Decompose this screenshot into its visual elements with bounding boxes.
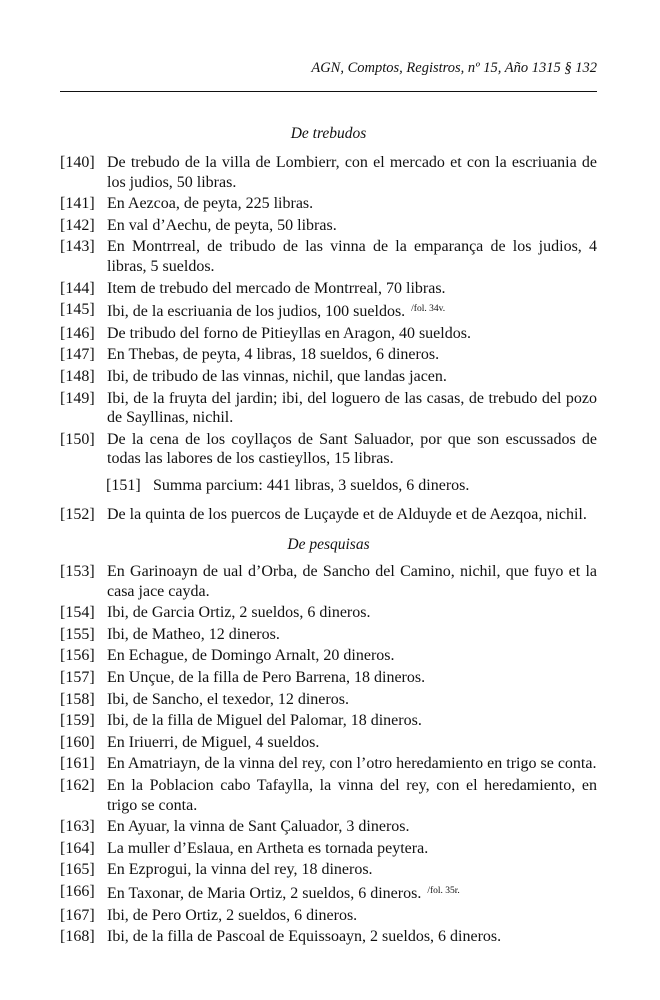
entry-text: En Iriuerri, de Miguel, 4 sueldos. <box>107 733 320 751</box>
entry-number: [155] <box>60 625 95 643</box>
folio-marker: /fol. 34v. <box>411 304 446 315</box>
entry <box>60 389 597 428</box>
entry <box>60 646 597 666</box>
entry-number: [160] <box>60 733 95 751</box>
entry-number: [167] <box>60 906 95 924</box>
entry <box>60 839 597 859</box>
section-title: De pesquisas <box>287 536 370 553</box>
entry <box>60 860 597 880</box>
entry-text: De la cena de los coyllaços de Sant Saluador, por que son escussados de todas las labores de los castieyllos, 15 libras. <box>107 430 597 468</box>
running-head: AGN, Comptos, Registros, nº 15, Año 1315 § 132 <box>311 60 597 76</box>
entry-list <box>60 153 597 526</box>
entry <box>60 817 597 837</box>
entry-text: Ibi, de Matheo, 12 dineros. <box>107 625 280 643</box>
entry-number: [158] <box>60 690 95 708</box>
entry <box>60 300 597 322</box>
entry-number: [140] <box>60 154 95 171</box>
entry-number: [164] <box>60 839 95 857</box>
entry-text: En Echague, de Domingo Arnalt, 20 dineros. <box>107 647 395 665</box>
entry-number: [165] <box>60 861 95 879</box>
entry-text: De la quinta de los puercos de Luçayde et de Alduyde et de Aezqoa, nichil. <box>107 505 587 523</box>
entry <box>60 194 597 214</box>
entry-text: En Thebas, de peyta, 4 libras, 18 sueldos, 6 dineros. <box>107 346 440 364</box>
entry-text: Summa parcium: 441 libras, 3 sueldos, 6 dineros. <box>153 476 470 494</box>
entry-number: [159] <box>60 712 95 730</box>
folio-marker: /fol. 35r. <box>427 885 460 896</box>
entry <box>60 430 597 469</box>
entry-text: Ibi, de la filla de Pascoal de Equissoayn, 2 sueldos, 6 dineros. <box>107 928 502 946</box>
entry <box>60 754 597 774</box>
entry <box>60 733 597 753</box>
entry <box>60 324 597 344</box>
entry-number: [141] <box>60 195 95 213</box>
entry-number: [146] <box>60 324 95 342</box>
entry-number: [148] <box>60 367 95 385</box>
entry-text: Item de trebudo del mercado de Montrreal, 70 libras. <box>107 279 446 297</box>
entry-text: La muller d’Eslaua, en Artheta es tornada peytera. <box>107 839 429 857</box>
entry <box>60 776 597 815</box>
entry <box>60 690 597 710</box>
entry <box>60 153 597 192</box>
entry-number: [157] <box>60 668 95 686</box>
entry-number: [145] <box>60 301 95 319</box>
entry-text: De tribudo del forno de Pitieyllas en Aragon, 40 sueldos. <box>107 324 471 342</box>
entry <box>60 237 597 276</box>
entry-number: [166] <box>60 882 95 900</box>
entry <box>60 668 597 688</box>
entry-text: Ibi, de la escriuania de los judios, 100 sueldos. <box>107 303 406 321</box>
entry <box>60 279 597 299</box>
entry-number: [163] <box>60 818 95 836</box>
entry <box>60 476 597 496</box>
entry <box>60 562 597 601</box>
entry-number: [153] <box>60 563 95 580</box>
entry-text: En Montrreal, de tribudo de las vinna de la emparança de los judios, 4 libras, 5 sueldos. <box>107 238 597 275</box>
entry-text: En Ezprogui, la vinna del rey, 18 dineros. <box>107 861 373 879</box>
entry-text: Ibi, de Pero Ortiz, 2 sueldos, 6 dineros. <box>107 906 358 924</box>
section-title: De trebudos <box>290 125 367 142</box>
entry <box>60 367 597 387</box>
entry-number: [143] <box>60 238 95 256</box>
entry-list <box>60 562 597 949</box>
entry-number: [168] <box>60 928 95 946</box>
entry-text: En Aezcoa, de peyta, 225 libras. <box>107 195 314 213</box>
entry <box>60 603 597 623</box>
entry-number: [154] <box>60 604 95 622</box>
entry-text: De trebudo de la villa de Lombierr, con el mercado et con la escriuania de los judios, 50 libras. <box>107 154 597 191</box>
entry-text: Ibi, de Garcia Ortiz, 2 sueldos, 6 dineros. <box>107 604 371 622</box>
entry-number: [161] <box>60 755 95 773</box>
entry-number: [162] <box>60 776 95 794</box>
header-rule <box>60 91 597 92</box>
entry-text: En val d’Aechu, de peyta, 50 libras. <box>107 216 337 234</box>
entry-text: Ibi, de Sancho, el texedor, 12 dineros. <box>107 690 349 708</box>
entry-number: [149] <box>60 389 95 407</box>
entry <box>60 882 597 904</box>
entry-text: En Ayuar, la vinna de Sant Çaluador, 3 dineros. <box>107 818 410 836</box>
entry <box>60 505 597 525</box>
entry-text: En Garinoayn de ual d’Orba, de Sancho del Camino, nichil, que fuyo et la casa jace cayda. <box>107 563 597 600</box>
entry-text: En la Poblacion cabo Tafaylla, la vinna del rey, con el heredamiento, en trigo se conta. <box>107 776 597 814</box>
entry-number: [150] <box>60 430 95 448</box>
entry <box>60 216 597 236</box>
entry-text: En Taxonar, de Maria Ortiz, 2 sueldos, 6 dineros. <box>107 884 422 902</box>
entry-number: [152] <box>60 505 95 523</box>
entry-number: [147] <box>60 346 95 364</box>
entry-text: Ibi, de tribudo de las vinnas, nichil, que landas jacen. <box>107 367 447 385</box>
entry <box>60 625 597 645</box>
entry-number: [142] <box>60 216 95 234</box>
entry-number: [156] <box>60 647 95 665</box>
entry-text: En Amatriayn, de la vinna del rey, con l’otro heredamiento en trigo se conta. <box>107 755 597 773</box>
entry-text: En Unçue, de la filla de Pero Barrena, 18 dineros. <box>107 668 426 686</box>
entry <box>60 711 597 731</box>
entry <box>60 345 597 365</box>
entry <box>60 927 597 947</box>
entry-number: [144] <box>60 279 95 297</box>
entry-number: [151] <box>106 476 141 494</box>
entry-text: Ibi, de la fruyta del jardin; ibi, del loguero de las casas, de trebudo del pozo de Sayllinas, nichil. <box>107 389 597 427</box>
entry-text: Ibi, de la filla de Miguel del Palomar, 18 dineros. <box>107 712 422 730</box>
entry <box>60 906 597 926</box>
